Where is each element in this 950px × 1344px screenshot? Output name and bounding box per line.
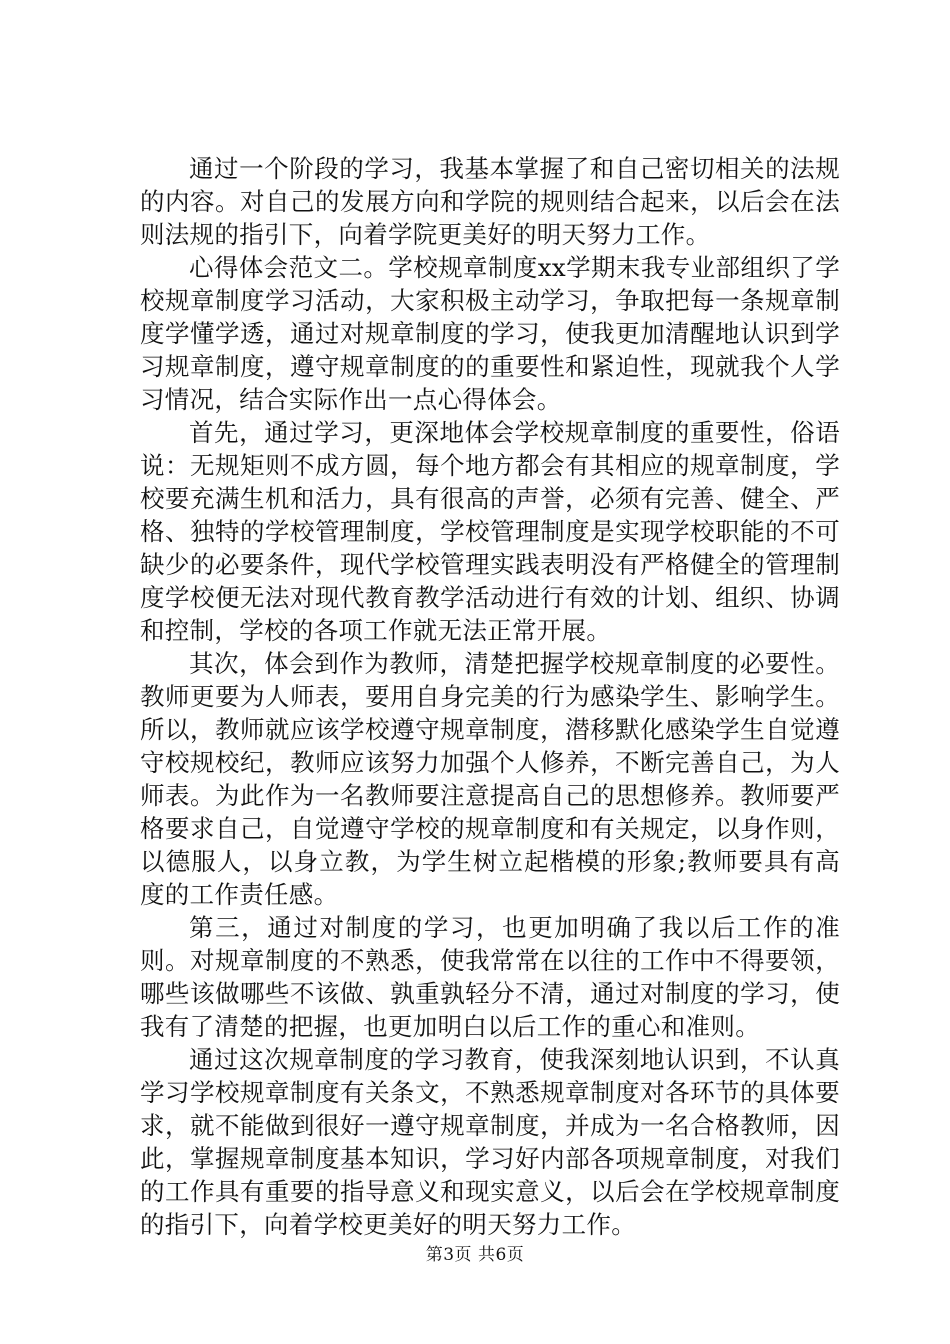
paragraph-1: 通过一个阶段的学习，我基本掌握了和自己密切相关的法规的内容。对自己的发展方向和学院的规则结合起来，以后会在法则法规的指引下，向着学院更美好的明天努力工作。 <box>140 154 840 249</box>
page-number-footer: 第3页 共6页 <box>425 1245 525 1265</box>
paragraph-4: 其次，体会到作为教师，清楚把握学校规章制度的必要性。教师更要为人师表，要用自身完美的行为感染学生、影响学生。所以，教师就应该学校遵守规章制度，潜移默化感染学生自觉遵守校规校纪，教师应该努力加强个人修养，不断完善自己，为人师表。为此作为一名教师要注意提高自己的思想修养。教师要严格要求自己，自觉遵守学校的规章制度和有关规定，以身作则，以德服人，以身立教，为学生树立起楷模的形象;教师要具有高度的工作责任感。 <box>140 649 840 909</box>
paragraph-6: 通过这次规章制度的学习教育，使我深刻地认识到，不认真学习学校规章制度有关条文，不熟悉规章制度对各环节的具体要求，就不能做到很好一遵守规章制度，并成为一名合格教师，因此，掌握规章制度基本知识，学习好内部各项规章制度，对我们的工作具有重要的指导意义和现实意义，以后会在学校规章制度的指引下，向着学校更美好的明天努力工作。 <box>140 1045 840 1239</box>
paragraph-2: 心得体会范文二。学校规章制度xx学期末我专业部组织了学校规章制度学习活动，大家积极主动学习，争取把每一条规章制度学懂学透，通过对规章制度的学习，使我更加清醒地认识到学习规章制度，遵守规章制度的的重要性和紧迫性，现就我个人学习情况，结合实际作出一点心得体会。 <box>140 253 840 414</box>
document-body <box>140 152 840 1241</box>
paragraph-5: 第三，通过对制度的学习，也更加明确了我以后工作的准则。对规章制度的不熟悉，使我常常在以往的工作中不得要领，哪些该做哪些不该做、孰重孰轻分不清，通过对制度的学习，使我有了清楚的把握，也更加明白以后工作的重心和准则。 <box>140 913 840 1041</box>
paragraph-3: 首先，通过学习，更深地体会学校规章制度的重要性，俗语说：无规矩则不成方圆，每个地方都会有其相应的规章制度，学校要充满生机和活力，具有很高的声誉，必须有完善、健全、严格、独特的学校管理制度，学校管理制度是实现学校职能的不可缺少的必要条件，现代学校管理实践表明没有严格健全的管理制度学校便无法对现代教育教学活动进行有效的计划、组织、协调和控制，学校的各项工作就无法正常开展。 <box>140 418 840 645</box>
